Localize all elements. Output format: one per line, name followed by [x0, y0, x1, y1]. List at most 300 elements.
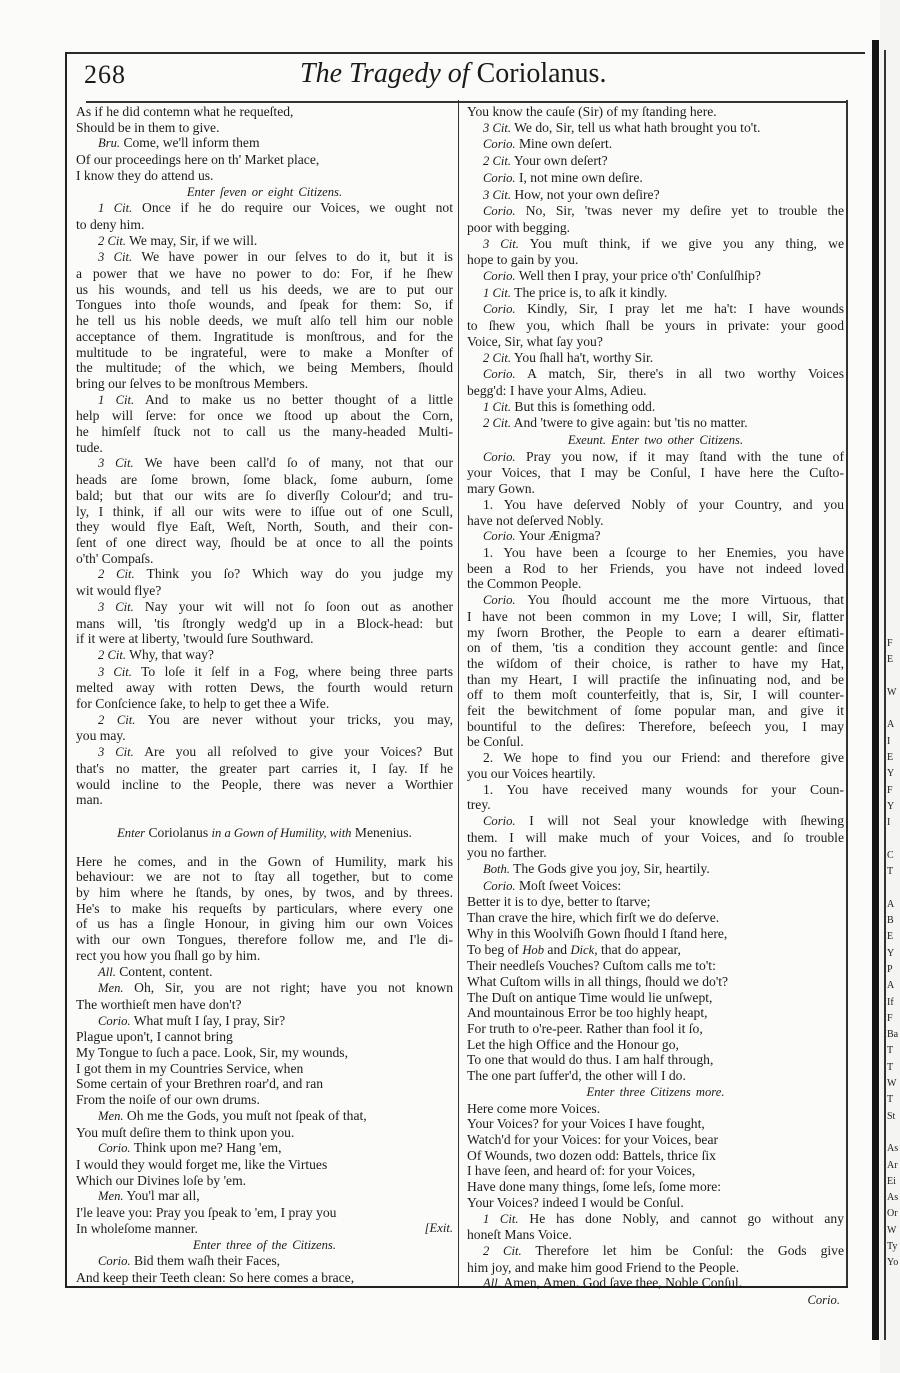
- speech-start-line: [467, 813, 844, 830]
- running-title-play: Coriolanus.: [476, 58, 607, 89]
- fragment-letter: T: [887, 1094, 894, 1106]
- fragment-letter: [887, 832, 900, 848]
- fragment-letter: T: [887, 1045, 894, 1057]
- speech-start-line: [467, 449, 844, 466]
- text-segment: heads are ſome brown, ſome black, ſome auburn, ſome: [76, 472, 453, 488]
- text-segment: Coriolanus: [145, 824, 212, 840]
- text-line: [76, 535, 453, 551]
- text-segment: Should be in them to give.: [76, 119, 220, 135]
- fragment-letter: F: [887, 1012, 893, 1024]
- speech-start-line: [467, 750, 844, 766]
- text-line: [76, 282, 453, 298]
- text-segment: You'l mar all,: [123, 1188, 200, 1204]
- text-segment: You are never without your tricks, you may,: [135, 711, 453, 727]
- speech-start-line: [76, 599, 453, 616]
- fragment-letter: P: [887, 963, 893, 975]
- text-segment: To beg of: [467, 941, 523, 957]
- text-segment: Some certain of your Brethren roar'd, and ran: [76, 1076, 324, 1092]
- fragment-letter: Y: [887, 768, 895, 780]
- text-segment: I'le leave you: Pray you ſpeak to 'em, I pray you: [76, 1205, 337, 1221]
- speaker-name: Men.: [98, 981, 124, 996]
- text-segment: Enter three Citizens more.: [586, 1084, 725, 1099]
- text-segment: feit the bewitchment of ſome popular man, and give it: [467, 703, 844, 719]
- text-segment: Corio.: [807, 1293, 840, 1308]
- text-segment: But this is ſomething odd.: [511, 398, 656, 414]
- text-segment: As if he did contemn what he requeſted,: [76, 104, 294, 119]
- text-line: [76, 1092, 453, 1108]
- text-line: [467, 1179, 844, 1195]
- text-line: [76, 440, 453, 456]
- text-line: [76, 916, 453, 932]
- speech-start-line: [467, 285, 844, 302]
- speaker-name: 3 Cit.: [98, 250, 133, 265]
- text-segment: I would they would forget me, like the Virtues: [76, 1157, 328, 1172]
- running-title: [300, 58, 720, 90]
- text-line: [467, 719, 844, 735]
- text-segment: have not deſerved Nobly.: [467, 512, 604, 528]
- frame-left-border: [65, 52, 67, 1288]
- fragment-letter: [887, 1125, 900, 1141]
- text-segment: you our Voices heartily.: [467, 765, 596, 781]
- text-line: [467, 481, 844, 497]
- text-segment: Than crave the hire, which firſt we do deſerve.: [467, 910, 720, 926]
- text-segment: You ſhall ha't, worthy Sir.: [511, 349, 654, 365]
- speech-start-line: [467, 136, 844, 153]
- text-segment: that's no matter, the greater part carries it, I ſay. If he: [76, 760, 453, 776]
- speech-start-line: [467, 782, 844, 798]
- text-segment: What muſt I ſay, I pray, Sir?: [130, 1012, 286, 1028]
- speech-start-line: [467, 203, 844, 220]
- text-line: [76, 680, 453, 696]
- text-segment: My Tongue to ſuch a pace. Look, Sir, my wounds,: [76, 1045, 348, 1061]
- speech-start-line: [76, 1013, 453, 1030]
- text-segment: Of our proceedings here on th' Market place,: [76, 152, 320, 168]
- speech-start-line: [467, 1211, 844, 1228]
- text-segment: Plague upon't, I cannot bring: [76, 1029, 233, 1045]
- text-line: [467, 703, 844, 719]
- text-line: [467, 252, 844, 268]
- speaker-name: 1 Cit.: [483, 1211, 519, 1226]
- text-segment: ly, I think, if all our wits were to iſſue out of one Scull,: [76, 503, 453, 519]
- stage-direction: [76, 825, 453, 842]
- speech-start-line: [76, 980, 453, 997]
- text-segment: We have power in our ſelves to do it, but it is: [132, 249, 453, 265]
- text-segment: And mountainous Error be too highly heapt,: [467, 1005, 708, 1021]
- text-segment: A match, Sir, there's in all two worthy Voices: [515, 366, 844, 382]
- fragment-letter: [887, 880, 900, 896]
- text-segment: He's to make his requeſts by particulars, where every one: [76, 900, 453, 916]
- fragment-letter: Ar: [887, 1159, 898, 1171]
- text-segment: I will not Seal your knowledge with ſhewing: [515, 812, 844, 828]
- text-segment: Therefore let him be Conſul: the Gods give: [521, 1242, 844, 1258]
- text-line: [467, 1260, 844, 1276]
- text-segment: How, not your own deſire?: [511, 186, 660, 202]
- speaker-name: 3 Cit.: [98, 599, 134, 614]
- text-segment: No, Sir, 'twas never my deſire yet to trouble the: [515, 203, 844, 219]
- text-line: [76, 792, 453, 808]
- text-segment: been a Rod to her Friends, you have not indeed loved: [467, 560, 844, 576]
- text-segment: mary Gown.: [467, 481, 535, 497]
- fragment-letter: W: [887, 1078, 897, 1090]
- speech-start-line: [467, 545, 844, 561]
- text-segment: him joy, and make him good Friend to the People.: [467, 1259, 740, 1275]
- speaker-name: 2 Cit.: [483, 1243, 522, 1258]
- text-segment: to ſhew you, which ſhall be yours in private: your good: [467, 318, 844, 334]
- text-segment: And keep their Teeth clean: So here comes a brace,: [76, 1269, 355, 1285]
- text-line: [467, 1021, 844, 1037]
- speaker-name: 3 Cit.: [483, 120, 511, 135]
- text-line: [467, 1148, 844, 1164]
- fragment-letter: T: [887, 1061, 894, 1073]
- text-segment: Exeunt. Enter two other Citizens.: [567, 433, 744, 448]
- stage-direction: [467, 1084, 844, 1101]
- next-page-fragment: [887, 636, 900, 1272]
- fragment-letter: E: [887, 654, 894, 666]
- text-segment: bald; but that our wits are ſo diverſly Colour'd; and tru-: [76, 487, 453, 503]
- text-segment: The one part ſuffer'd, the other will I do.: [467, 1068, 686, 1084]
- text-line: [76, 551, 453, 567]
- speaker-name: 3 Cit.: [98, 664, 132, 679]
- speaker-name: Corio.: [483, 269, 516, 284]
- fragment-letter: W: [887, 686, 897, 698]
- text-segment: You muſt deſire them to think upon you.: [76, 1124, 295, 1140]
- stage-direction: [76, 1237, 453, 1254]
- text-segment: I know they do attend us.: [76, 167, 214, 183]
- text-segment: Have done many things, ſome leſs, ſome more:: [467, 1179, 722, 1195]
- text-line: [467, 465, 844, 481]
- text-segment: tude.: [76, 439, 103, 455]
- fragment-letter: E: [887, 931, 894, 943]
- text-line: [76, 728, 453, 744]
- text-segment: You have been a ſcourge to her Enemies, you have: [493, 544, 844, 560]
- text-line: [467, 672, 844, 688]
- text-line: [467, 318, 844, 334]
- text-segment: help will ſerve: for once we ſtood up about the Corn,: [76, 408, 453, 424]
- text-segment: Nay your wit will not ſo ſoon out as another: [133, 598, 453, 614]
- text-segment: he tell us his noble deeds, we muſt alſo tell him our noble: [76, 313, 453, 329]
- fragment-letter: I: [887, 735, 891, 747]
- text-segment: Bid them waſh their Faces,: [130, 1253, 281, 1269]
- text-segment: You ſhould account me the more Virtuous, that: [515, 592, 844, 608]
- text-segment: I got them in my Countries Service, when: [76, 1060, 304, 1076]
- text-segment: multitude to be ingrateful, were to make a Monſter of: [76, 344, 453, 360]
- text-segment: the multitude; of the which, we being Members, ſhould: [76, 360, 453, 376]
- text-segment: Watch'd for your Voices: for your Voices, bear: [467, 1132, 719, 1147]
- text-segment: 1.: [483, 781, 494, 797]
- text-line: [467, 845, 844, 861]
- text-segment: 1.: [483, 544, 494, 560]
- text-segment: the wiſdom of their choice, is rather to have my Hat,: [467, 655, 844, 671]
- header-rule: [86, 101, 848, 103]
- text-segment: You have received many wounds for your Coun-: [493, 781, 844, 797]
- speaker-name: Corio.: [98, 1254, 131, 1269]
- text-segment: begg'd: I have your Alms, Adieu.: [467, 382, 647, 398]
- text-segment: Your own deſert?: [511, 153, 608, 169]
- text-line: [76, 777, 453, 793]
- speech-start-line: [76, 1188, 453, 1205]
- fragment-letter: Y: [887, 947, 895, 959]
- text-segment: I, not mine own deſire.: [515, 169, 643, 185]
- text-segment: in a Gown of Humility,: [211, 825, 327, 840]
- text-line: [467, 1227, 844, 1243]
- text-segment: Enter three of the Citizens.: [193, 1237, 336, 1252]
- text-line: [76, 504, 453, 520]
- text-line: [76, 297, 453, 313]
- text-line: [76, 1125, 453, 1141]
- speaker-name: Corio.: [483, 302, 516, 317]
- text-line: [467, 766, 844, 782]
- page-number: 268: [84, 60, 126, 89]
- speech-start-line: [76, 712, 453, 729]
- text-segment: What Cuſtom wills in all things, ſhould we do't?: [467, 973, 729, 989]
- text-line: [76, 519, 453, 535]
- text-segment: , that do appear,: [594, 941, 681, 957]
- text-segment: hope to gain by you.: [467, 252, 579, 268]
- text-segment: of us has a ſingle Honour, in giving him our own Voices: [76, 916, 453, 932]
- text-segment: than my Heart, I will practiſe the inſinuating nod, and be: [467, 671, 844, 687]
- text-segment: We have been call'd ſo of many, not that our: [133, 455, 453, 471]
- fragment-letter: If: [887, 996, 894, 1008]
- speech-start-line: [76, 1140, 453, 1157]
- text-line: [76, 488, 453, 504]
- text-line: [467, 1068, 844, 1084]
- running-title-italic: The Tragedy of: [300, 58, 470, 89]
- text-segment: o'th' Compaſs.: [76, 550, 154, 566]
- text-line: [76, 104, 453, 120]
- text-line: [76, 266, 453, 282]
- text-segment: the Common People.: [467, 576, 582, 592]
- text-segment: The worthieſt men have don't?: [76, 996, 242, 1012]
- text-line: [76, 376, 453, 392]
- speaker-name: 3 Cit.: [98, 456, 134, 471]
- text-segment: We do, Sir, tell us what hath brought you to't.: [511, 119, 761, 135]
- fragment-letter: [887, 669, 900, 685]
- text-line: [467, 640, 844, 656]
- fragment-letter: Y: [887, 800, 895, 812]
- speaker-name: Both.: [483, 862, 510, 877]
- speech-start-line: [76, 964, 453, 981]
- text-line: [76, 424, 453, 440]
- speech-start-line: [467, 170, 844, 187]
- speech-start-line: [467, 153, 844, 170]
- text-line: [76, 345, 453, 361]
- text-segment: rect you how you ſhall go by him.: [76, 947, 261, 963]
- text-line: [467, 830, 844, 846]
- text-segment: man.: [76, 792, 103, 808]
- text-line: [76, 152, 453, 168]
- text-line: [76, 948, 453, 964]
- text-segment: they would flye Eaſt, Weſt, North, South, and their con-: [76, 519, 453, 535]
- text-line: [76, 869, 453, 885]
- text-line: [76, 1205, 453, 1221]
- text-segment: behaviour: we are not to ſtay all together, but to come: [76, 869, 453, 885]
- text-segment: Your Voices? indeed I would be Conſul.: [467, 1194, 684, 1210]
- text-segment: with our own Tongues, therefore follow me, and I'le di-: [76, 932, 453, 948]
- text-line: [76, 932, 453, 948]
- speaker-name: 2 Cit.: [98, 647, 126, 662]
- text-segment: Think you ſo? Which way do you judge my: [134, 566, 453, 582]
- text-segment: Why in this Woolviſh Gown ſhould I ſtand here,: [467, 925, 728, 941]
- text-segment: Kindly, Sir, I pray let me ha't: I have wounds: [515, 301, 844, 317]
- speech-start-line: [467, 366, 844, 383]
- text-segment: to deny him.: [76, 216, 145, 232]
- frame-top-rule: [65, 52, 865, 54]
- text-line: [76, 1270, 453, 1286]
- text-segment: 2.: [483, 750, 494, 766]
- text-line: [76, 1173, 453, 1189]
- speech-start-line: [76, 455, 453, 472]
- text-line: [76, 997, 453, 1013]
- column-divider: [458, 100, 459, 1288]
- text-segment: Tongues into thoſe wounds, and ſpeak for them: So, if: [76, 297, 453, 313]
- text-segment: I have ſeen, and heard of: for your Voices,: [467, 1163, 696, 1179]
- speaker-name: 1 Cit.: [483, 285, 511, 300]
- text-segment: Why, that way?: [126, 646, 214, 662]
- text-segment: bountiful to the deſires: Therefore, beſeech you, I may: [467, 718, 844, 734]
- text-line: [467, 1101, 844, 1117]
- speech-start-line: [467, 268, 844, 285]
- text-line: [467, 910, 844, 926]
- speaker-name: 2 Cit.: [98, 233, 126, 248]
- fragment-letter: [887, 701, 900, 717]
- text-line: [76, 1045, 453, 1061]
- text-segment: them. I will make much of your Voices, and ſo trouble: [467, 829, 844, 845]
- speaker-name: Corio.: [98, 1141, 131, 1156]
- text-segment: Amen, Amen. God ſave thee, Noble Conſul.: [500, 1275, 743, 1291]
- text-segment: you may.: [76, 728, 126, 744]
- text-segment: Hob: [522, 942, 545, 957]
- text-segment: Menenius.: [351, 824, 412, 840]
- speaker-name: Men.: [98, 1108, 124, 1123]
- text-line: [467, 1005, 844, 1021]
- speaker-name: 1 Cit.: [98, 201, 133, 216]
- text-segment: Come, we'll inform them: [120, 135, 260, 151]
- text-segment: Your Voices? for your Voices I have fought,: [467, 1116, 705, 1132]
- text-line: [76, 1157, 453, 1173]
- text-line: [76, 761, 453, 777]
- text-segment: mans will, 'tis ſtrongly wedg'd up in a Block-head: but: [76, 615, 453, 631]
- stage-direction: [76, 184, 453, 201]
- text-line: [467, 1163, 844, 1179]
- text-line: [467, 797, 844, 813]
- text-line: [76, 901, 453, 917]
- text-segment: To one that would do thus. I am half through,: [467, 1052, 714, 1068]
- speaker-name: Corio.: [483, 170, 516, 185]
- fragment-letter: Ty: [887, 1240, 898, 1252]
- text-line: [467, 1195, 844, 1211]
- fragment-letter: W: [887, 1224, 897, 1236]
- text-line: [76, 1061, 453, 1077]
- text-segment: Here he comes, and in the Gown of Humility, mark his: [76, 853, 453, 869]
- text-segment: Pray you now, if it may ſtand with the tune of: [515, 448, 844, 464]
- speaker-name: Corio.: [483, 813, 516, 828]
- text-line: [467, 576, 844, 592]
- fragment-letter: A: [887, 898, 895, 910]
- text-segment: your Voices, that I may be Conſul, I have here the Cuſto-: [467, 465, 844, 481]
- text-line: [76, 854, 453, 870]
- left-column: [76, 104, 453, 1286]
- text-line: [467, 220, 844, 236]
- speech-start-line: [467, 1243, 844, 1260]
- text-segment: a power that we have no power to do: For, if he ſhew: [76, 266, 453, 282]
- text-segment: Let the high Office and the Honour go,: [467, 1036, 679, 1052]
- speech-start-line: [467, 592, 844, 609]
- speech-start-line: [467, 399, 844, 416]
- text-line: [76, 329, 453, 345]
- speaker-name: 1 Cit.: [483, 399, 511, 414]
- text-segment: The price is, to aſk it kindly.: [511, 284, 668, 300]
- text-line: [467, 974, 844, 990]
- text-segment: 1.: [483, 496, 494, 512]
- speaker-name: Corio.: [483, 878, 516, 893]
- speaker-name: 2 Cit.: [483, 416, 511, 431]
- text-line: [467, 942, 844, 959]
- text-segment: trey.: [467, 797, 491, 813]
- fragment-letter: T: [887, 866, 894, 878]
- text-line: [76, 696, 453, 712]
- text-line: [467, 894, 844, 910]
- text-segment: Mine own deſert.: [515, 136, 613, 152]
- text-segment: Moſt ſweet Voices:: [515, 877, 622, 893]
- text-line: [467, 334, 844, 350]
- text-line: [76, 408, 453, 424]
- text-line: [76, 472, 453, 488]
- text-line: [467, 1037, 844, 1053]
- text-segment: The Gods give you joy, Sir, heartily.: [509, 861, 710, 877]
- text-segment: bring our ſelves to be monſtrous Members.: [76, 375, 309, 391]
- text-segment: Better it is to dye, better to ſtarve;: [467, 894, 651, 910]
- text-line: [76, 120, 453, 136]
- speech-start-line: [467, 301, 844, 318]
- text-segment: He has done Nobly, and cannot go without any: [518, 1210, 844, 1226]
- fragment-letter: F: [887, 784, 893, 796]
- fragment-letter: As: [887, 1192, 899, 1204]
- speaker-name: 2 Cit.: [98, 712, 136, 727]
- text-segment: The Duſt on antique Time would lie unſwept,: [467, 989, 713, 1005]
- text-segment: Here come more Voices.: [467, 1100, 601, 1116]
- text-segment: Which our Divines loſe by 'em.: [76, 1172, 247, 1188]
- text-segment: he himſelf ſtuck not to call us the many-headed Multi-: [76, 424, 453, 440]
- speech-start-line: [467, 350, 844, 367]
- speaker-name: 3 Cit.: [98, 745, 134, 760]
- speech-start-line: [467, 236, 844, 253]
- text-segment: And 'twere to give again: but 'tis no matter.: [511, 415, 748, 431]
- speech-start-line: [467, 415, 844, 432]
- text-segment: Dick: [570, 942, 595, 957]
- text-segment: Are you all reſolved to give your Voices? But: [133, 744, 453, 760]
- text-line: [467, 104, 844, 120]
- text-segment: Well then I pray, your price o'th' Conſulſhip?: [515, 268, 761, 284]
- text-segment: For truth to o're-peer. Rather than fool it ſo,: [467, 1021, 703, 1037]
- text-line: [467, 734, 844, 750]
- speech-start-line: [76, 664, 453, 681]
- text-line: [76, 168, 453, 184]
- text-segment: We hope to find you our Friend: and therefore give: [493, 750, 844, 766]
- text-segment: You muſt think, if we give you any thing, we: [518, 235, 844, 251]
- book-gutter-shadow: [872, 40, 879, 1340]
- speaker-name: Bru.: [98, 136, 121, 151]
- fragment-letter: Ei: [887, 1175, 896, 1187]
- text-segment: Their needleſs Vouches? Cuſtom calls me to't:: [467, 958, 716, 974]
- text-segment: In wholeſome manner.: [76, 1220, 198, 1236]
- speaker-name: Corio.: [483, 593, 516, 608]
- text-line: [76, 217, 453, 233]
- catchword: [467, 1292, 844, 1309]
- text-segment: on of them, 'tis a condition they account gentle: and ſince: [467, 640, 844, 656]
- speaker-name: 2 Cit.: [483, 154, 511, 169]
- text-segment: Of Wounds, two dozen odd: Battels, thrice ſix: [467, 1147, 716, 1163]
- text-line: [467, 958, 844, 974]
